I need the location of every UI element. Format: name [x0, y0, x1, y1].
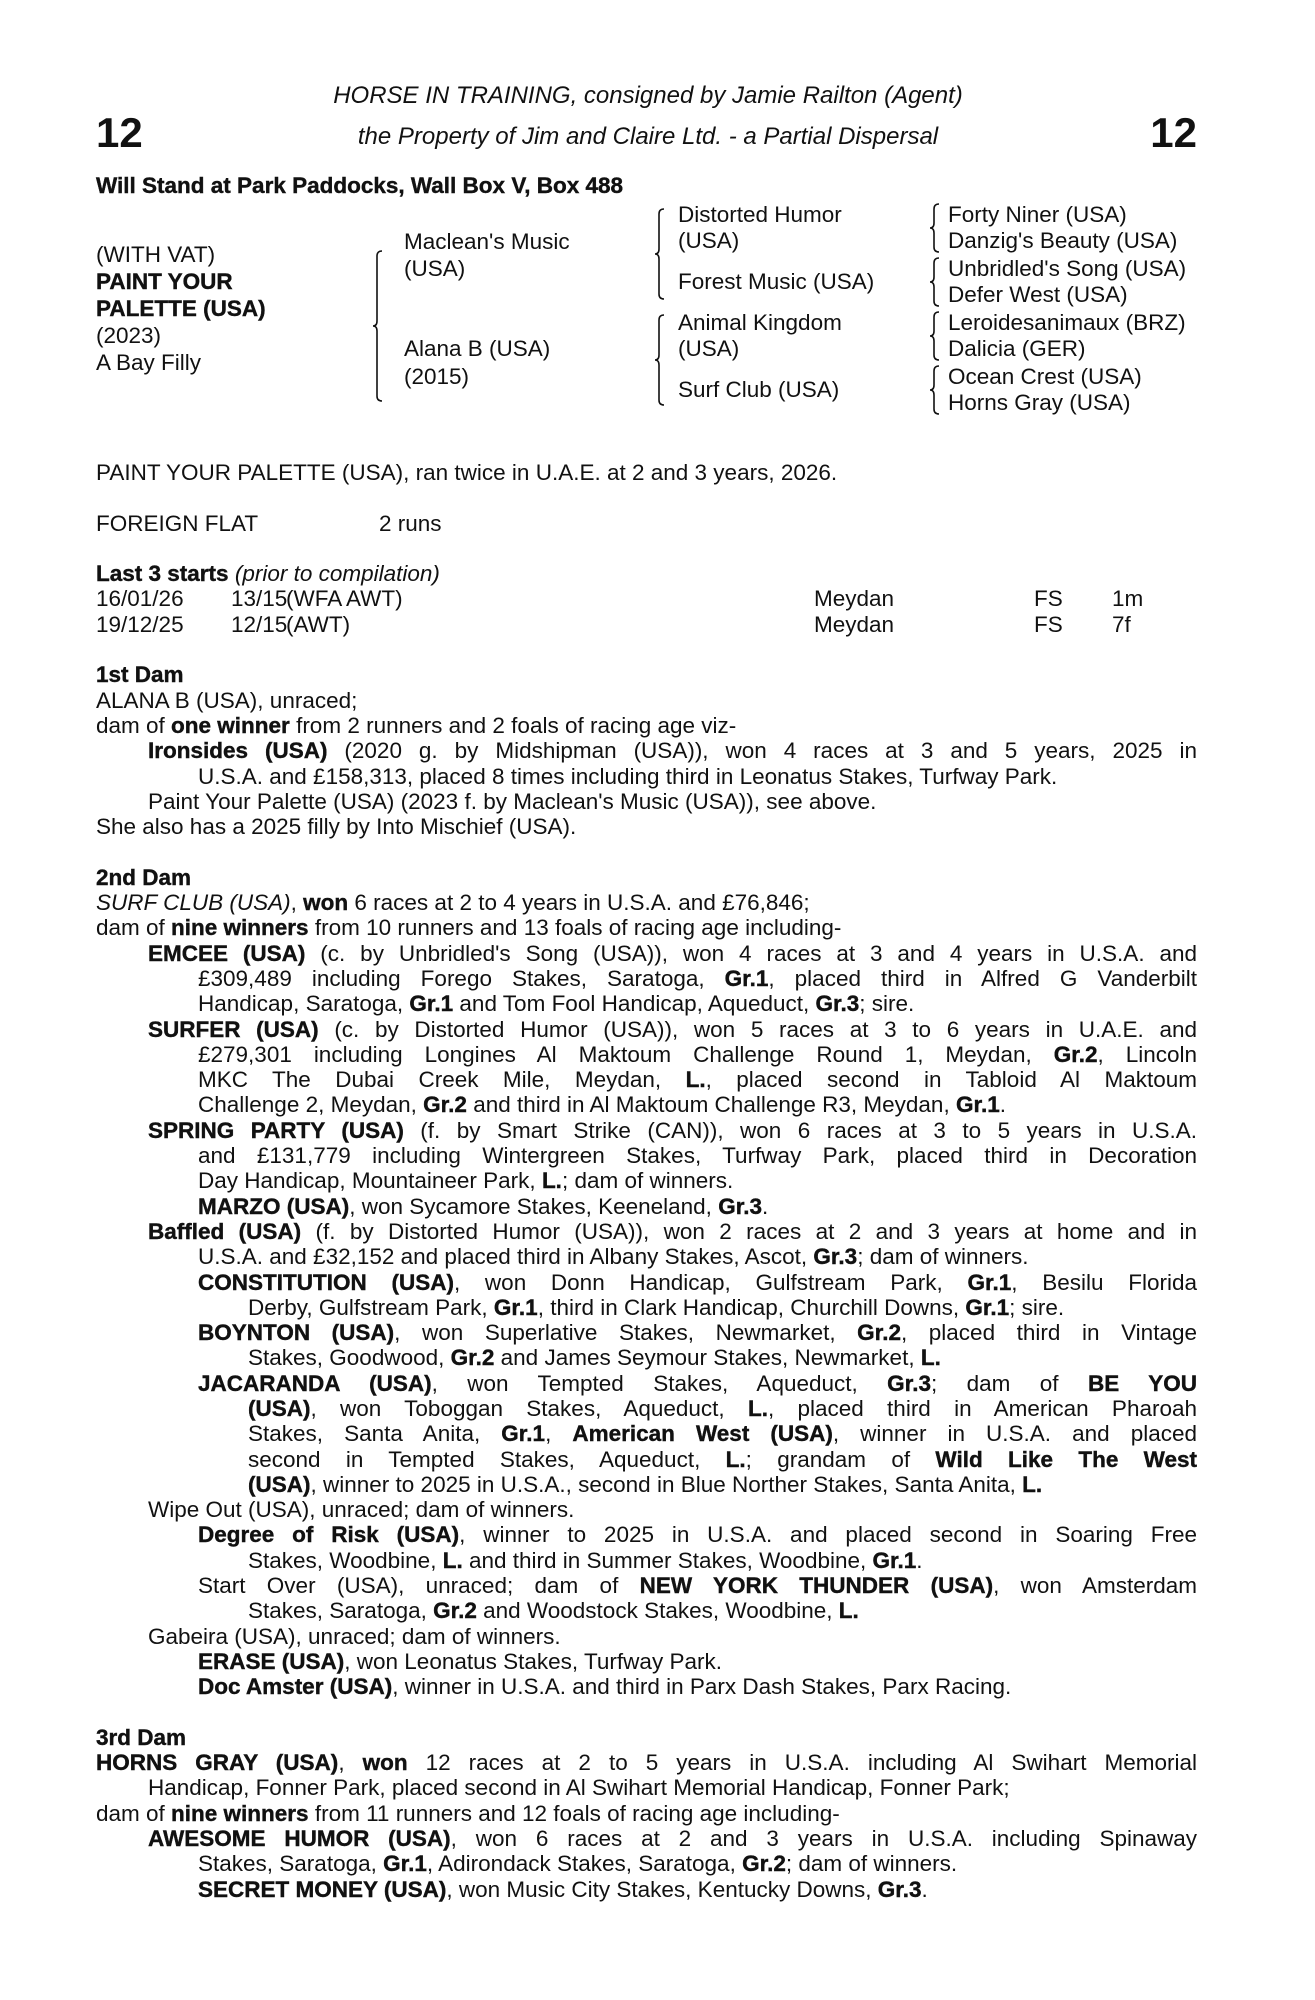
horse-description: A Bay Filly — [96, 350, 202, 375]
paternal-grandsire: Distorted Humor — [678, 202, 842, 227]
text-run: , won Donn Handicap, Gulfstream Park, — [453, 1269, 968, 1295]
great-grandparent: Forty Niner (USA) — [948, 202, 1127, 227]
bold-text: American West (USA) — [572, 1421, 833, 1447]
start-going: FS — [1034, 611, 1063, 637]
text-run: Stakes, Goodwood, — [248, 1345, 451, 1371]
great-grandparent: Leroidesanimaux (BRZ) — [948, 310, 1186, 335]
text-run: (c. by Distorted Humor (USA)), won 5 races at 3 to 6 years in U.A.E. and — [318, 1016, 1197, 1042]
bold-text: L. — [838, 1598, 859, 1624]
text-line — [0, 1624, 1197, 1649]
start-race: (AWT) — [286, 611, 351, 637]
start-race: (WFA AWT) — [286, 586, 403, 612]
text-line — [0, 688, 1197, 713]
text-line — [0, 1472, 1197, 1497]
text-line — [0, 1725, 1197, 1750]
text-line — [0, 1396, 1197, 1421]
text-line — [0, 1194, 1197, 1219]
text-line — [0, 966, 1197, 991]
paternal-grandsire: (USA) — [678, 228, 740, 253]
text-run: . — [916, 1547, 923, 1573]
text-line — [0, 1168, 1197, 1193]
text-line — [0, 1649, 1197, 1674]
bold-text: L. — [685, 1067, 706, 1093]
text-run: and £131,779 including Wintergreen Stakes, Turfway Park, placed third in Decoration — [198, 1143, 1197, 1169]
text-run: SURF CLUB (USA) — [96, 890, 291, 916]
text-line — [0, 941, 1197, 966]
bold-text: Gr.2 — [1053, 1041, 1098, 1067]
bold-text: Gr.1 — [967, 1269, 1012, 1295]
bold-text: won — [362, 1750, 408, 1776]
property-line: the Property of Jim and Claire Ltd. - a Partial Dispersal — [357, 123, 939, 150]
bold-text: MARZO (USA) — [198, 1193, 350, 1219]
text-run: U.S.A. and £32,152 and placed third in Albany Stakes, Ascot, — [198, 1244, 814, 1270]
bold-text: Gr.1 — [409, 991, 454, 1017]
brace-icon — [372, 250, 384, 402]
bold-text: Degree of Risk (USA) — [198, 1522, 460, 1548]
text-run: , placed second in Tabloid Al Maktoum — [705, 1067, 1197, 1093]
last-starts-note: (prior to compilation) — [234, 561, 440, 587]
text-run: dam of — [96, 712, 172, 738]
record-value: 2 runs — [379, 510, 442, 536]
bold-text: Gr.1 — [383, 1851, 427, 1877]
text-run: , won Music City Stakes, Kentucky Downs, — [446, 1876, 878, 1902]
text-run: , won Toboggan Stakes, Aqueduct, — [310, 1395, 748, 1421]
text-line — [0, 1447, 1197, 1472]
text-line — [0, 1295, 1197, 1320]
text-run: ; sire. — [1009, 1294, 1065, 1320]
bold-text: Baffled (USA) — [148, 1218, 302, 1244]
text-run: , won Tempted Stakes, Aqueduct, — [431, 1370, 888, 1396]
text-run: . — [921, 1876, 928, 1902]
text-line — [0, 865, 1197, 890]
bold-text: Ironsides (USA) — [148, 738, 328, 764]
text-line — [0, 1877, 1197, 1902]
text-line — [0, 713, 1197, 738]
text-run: and James Seymour Stakes, Newmarket, — [494, 1345, 921, 1371]
bold-text: (USA) — [248, 1395, 311, 1421]
bold-text: nine winners — [171, 915, 309, 941]
text-line — [0, 1801, 1197, 1826]
brace-icon — [929, 365, 941, 415]
text-line — [0, 1320, 1197, 1345]
foaling-year: (2023) — [96, 323, 162, 348]
text-run: , placed third in American Pharoah — [767, 1395, 1198, 1421]
text-run: Paint Your Palette (USA) (2023 f. by Maclean's Music (USA)), see above. — [148, 788, 877, 814]
bold-text: Gr.2 — [433, 1598, 477, 1624]
text-run: ; dam of winners. — [561, 1168, 734, 1194]
brace-icon — [929, 311, 941, 361]
start-position: 12/15 — [231, 611, 288, 637]
text-run: , won Amsterdam — [993, 1573, 1197, 1599]
bold-text: L. — [1022, 1471, 1043, 1497]
text-run: Challenge 2, Meydan, — [198, 1092, 424, 1118]
maternal-grandsire: (USA) — [678, 336, 740, 361]
bold-text: Gr.3 — [877, 1876, 922, 1902]
text-line — [0, 1345, 1197, 1370]
text-line — [0, 789, 1197, 814]
text-run: , won Sycamore Stakes, Keeneland, — [349, 1193, 719, 1219]
text-run: , winner to 2025 in U.S.A. and placed second in Soaring Free — [459, 1522, 1198, 1548]
paternal-granddam: Forest Music (USA) — [678, 269, 875, 294]
text-run: She also has a 2025 filly by Into Mischief (USA). — [96, 814, 577, 840]
start-date: 19/12/25 — [96, 611, 184, 637]
start-date: 16/01/26 — [96, 586, 184, 612]
text-line — [0, 1067, 1197, 1092]
text-run: , — [545, 1421, 573, 1447]
great-grandparent: Danzig's Beauty (USA) — [948, 228, 1178, 253]
vat-status: (WITH VAT) — [96, 242, 216, 267]
great-grandparent: Dalicia (GER) — [948, 336, 1086, 361]
text-line — [0, 1143, 1197, 1168]
text-run: Handicap, Saratoga, — [198, 991, 410, 1017]
bold-text: (USA) — [248, 1471, 311, 1497]
bold-text: Gr.3 — [887, 1370, 931, 1396]
text-run: Gabeira (USA), unraced; dam of winners. — [148, 1623, 561, 1649]
bold-text: SECRET MONEY (USA) — [198, 1876, 447, 1902]
text-run: from 11 runners and 12 foals of racing age including- — [308, 1800, 840, 1826]
text-run: and third in Summer Stakes, Woodbine, — [462, 1547, 873, 1573]
text-run: , — [338, 1750, 363, 1776]
bold-text: Gr.1 — [955, 1092, 1000, 1118]
bold-text: L. — [747, 1395, 768, 1421]
bold-text: 3rd Dam — [96, 1724, 187, 1750]
text-line — [0, 915, 1197, 940]
text-line — [0, 662, 1197, 687]
brace-icon — [929, 257, 941, 307]
horse-name: PAINT YOUR — [96, 269, 233, 294]
bold-text: AWESOME HUMOR (USA) — [148, 1826, 451, 1852]
text-run: dam of — [96, 1800, 172, 1826]
text-line — [0, 1497, 1197, 1522]
text-run: , winner in U.S.A. and placed — [832, 1421, 1197, 1447]
bold-text: nine winners — [171, 1800, 309, 1826]
text-line — [0, 1826, 1197, 1851]
bold-text: Gr.2 — [450, 1345, 495, 1371]
text-run: ; grandam of — [745, 1446, 936, 1472]
text-line — [0, 1270, 1197, 1295]
text-line — [0, 764, 1197, 789]
text-run: , — [290, 890, 304, 916]
start-row — [0, 586, 1197, 611]
bold-text: Gr.2 — [423, 1092, 467, 1118]
text-line — [0, 1573, 1197, 1598]
sire: Maclean's Music — [404, 229, 570, 254]
text-line — [0, 1750, 1197, 1775]
bold-text: Gr.3 — [815, 991, 860, 1017]
great-grandparent: Horns Gray (USA) — [948, 390, 1131, 415]
great-grandparent: Defer West (USA) — [948, 282, 1128, 307]
bold-text: ERASE (USA) — [198, 1648, 345, 1674]
dam: (2015) — [404, 364, 470, 389]
text-line — [0, 1851, 1197, 1876]
bold-text: Gr.1 — [493, 1294, 538, 1320]
brace-icon — [654, 208, 666, 300]
text-run: ; dam of winners. — [785, 1851, 958, 1877]
last-starts-heading — [0, 561, 1197, 586]
dam: Alana B (USA) — [404, 336, 551, 361]
start-course: Meydan — [814, 611, 895, 637]
start-row — [0, 612, 1197, 637]
text-run: Start Over (USA), unraced; dam of — [198, 1573, 640, 1599]
text-line — [0, 890, 1197, 915]
bold-text: SURFER (USA) — [148, 1016, 319, 1042]
race-record — [0, 511, 1197, 536]
text-line — [0, 1674, 1197, 1699]
bold-text: Wild Like The West — [935, 1446, 1197, 1472]
text-run: ALANA B (USA), unraced; — [96, 687, 358, 713]
bold-text: Gr.1 — [724, 965, 769, 991]
text-run: Wipe Out (USA), unraced; dam of winners. — [148, 1497, 575, 1523]
text-run: Stakes, Santa Anita, — [248, 1421, 502, 1447]
bold-text: 1st Dam — [96, 662, 184, 688]
catalogue-body — [0, 460, 1315, 1902]
bold-text: CONSTITUTION (USA) — [198, 1269, 454, 1295]
lot-number-left: 12 — [96, 109, 143, 156]
text-run: and Tom Fool Handicap, Aqueduct, — [453, 991, 816, 1017]
text-run: Stakes, Woodbine, — [248, 1547, 443, 1573]
text-run: (c. by Unbridled's Song (USA)), won 4 races at 3 and 4 years in U.S.A. and — [305, 940, 1197, 966]
text-run: (2020 g. by Midshipman (USA)), won 4 races at 3 and 5 years, 2025 in — [327, 738, 1197, 764]
bold-text: Gr.1 — [965, 1294, 1010, 1320]
text-run: £279,301 including Longines Al Maktoum Challenge Round 1, Meydan, — [198, 1041, 1054, 1067]
text-line — [0, 738, 1197, 763]
record-label: FOREIGN FLAT — [96, 510, 259, 536]
text-run: , winner to 2025 in U.S.A., second in Blue Norther Stakes, Santa Anita, — [310, 1471, 1023, 1497]
text-run: second in Tempted Stakes, Aqueduct, — [248, 1446, 726, 1472]
bold-text: Gr.3 — [813, 1244, 858, 1270]
text-run: Handicap, Fonner Park, placed second in Al Swihart Memorial Handicap, Fonner Park; — [148, 1775, 1010, 1801]
sire: (USA) — [404, 256, 466, 281]
bold-text: one winner — [171, 712, 290, 738]
bold-text: won — [303, 890, 349, 916]
bold-text: HORNS GRAY (USA) — [96, 1750, 339, 1776]
text-run: , won 6 races at 2 and 3 years in U.S.A. including Spinaway — [450, 1826, 1198, 1852]
text-run: MKC The Dubai Creek Mile, Meydan, — [198, 1067, 686, 1093]
text-run: , won Leonatus Stakes, Turfway Park. — [344, 1648, 722, 1674]
start-distance: 7f — [1112, 611, 1131, 637]
text-run: U.S.A. and £158,313, placed 8 times including third in Leonatus Stakes, Turfway Park. — [198, 763, 1058, 789]
text-run: ; sire. — [859, 991, 915, 1017]
text-run: Stakes, Saratoga, — [248, 1598, 434, 1624]
bold-text: L. — [541, 1168, 562, 1194]
start-course: Meydan — [814, 586, 895, 612]
bold-text: SPRING PARTY (USA) — [148, 1117, 404, 1143]
bold-text: Doc Amster (USA) — [198, 1674, 393, 1700]
brace-icon — [654, 314, 666, 406]
text-run: ; dam of — [930, 1370, 1088, 1396]
bold-text: L. — [725, 1446, 746, 1472]
text-run: . — [761, 1193, 769, 1219]
text-run: and Woodstock Stakes, Woodbine, — [476, 1598, 839, 1624]
start-position: 13/15 — [231, 586, 288, 612]
text-run: Day Handicap, Mountaineer Park, — [198, 1168, 542, 1194]
brace-icon — [929, 203, 941, 253]
horse-name: PALETTE (USA) — [96, 296, 266, 321]
text-line — [0, 1421, 1197, 1446]
text-run: , placed third in Vintage — [900, 1320, 1197, 1346]
text-run: dam of — [96, 915, 172, 941]
text-line — [0, 1042, 1197, 1067]
text-run: ; dam of winners. — [857, 1244, 1029, 1270]
text-run: Derby, Gulfstream Park, — [248, 1294, 494, 1320]
text-line — [0, 1371, 1197, 1396]
text-run: Stakes, Saratoga, — [198, 1851, 384, 1877]
text-line — [0, 1219, 1197, 1244]
text-run: , Lincoln — [1097, 1041, 1197, 1067]
text-run: , third in Clark Handicap, Churchill Downs, — [537, 1294, 966, 1320]
text-line — [0, 1092, 1197, 1117]
text-run: from 2 runners and 2 foals of racing age viz- — [289, 712, 737, 738]
last-starts-title: Last 3 starts — [96, 561, 229, 587]
great-grandparent: Unbridled's Song (USA) — [948, 256, 1187, 281]
bold-text: BOYNTON (USA) — [198, 1320, 395, 1346]
text-run: £309,489 including Forego Stakes, Saratoga, — [198, 965, 725, 991]
maternal-grandsire: Animal Kingdom — [678, 310, 842, 335]
text-run: , placed third in Alfred G Vanderbilt — [768, 965, 1197, 991]
start-distance: 1m — [1112, 586, 1144, 612]
start-going: FS — [1034, 586, 1063, 612]
text-line — [0, 1244, 1197, 1269]
race-summary: PAINT YOUR PALETTE (USA), ran twice in U.A.E. at 2 and 3 years, 2026. — [96, 460, 838, 485]
great-grandparent: Ocean Crest (USA) — [948, 364, 1142, 389]
text-run: , Besilu Florida — [1011, 1269, 1198, 1295]
lot-number-right: 12 — [1150, 109, 1197, 156]
text-run: , winner in U.S.A. and third in Parx Dash Stakes, Parx Racing. — [392, 1674, 1012, 1700]
text-run: and third in Al Maktoum Challenge R3, Meydan, — [466, 1092, 956, 1118]
text-run: from 10 runners and 13 foals of racing age including- — [308, 915, 842, 941]
text-line — [0, 1522, 1197, 1547]
text-line — [0, 991, 1197, 1016]
bold-text: NEW YORK THUNDER (USA) — [639, 1573, 994, 1599]
text-line — [0, 1775, 1197, 1800]
text-run: 12 races at 2 to 5 years in U.S.A. including Al Swihart Memorial — [407, 1750, 1197, 1776]
bold-text: EMCEE (USA) — [148, 940, 306, 966]
maternal-granddam: Surf Club (USA) — [678, 377, 840, 402]
text-run: , won Superlative Stakes, Newmarket, — [394, 1320, 858, 1346]
text-line — [0, 1017, 1197, 1042]
bold-text: L. — [920, 1345, 941, 1371]
bold-text: Gr.1 — [872, 1547, 917, 1573]
text-line — [0, 1598, 1197, 1623]
text-run: (f. by Smart Strike (CAN)), won 6 races at 3 to 5 years in U.S.A. — [403, 1117, 1198, 1143]
text-line — [0, 1548, 1197, 1573]
bold-text: L. — [442, 1547, 463, 1573]
bold-text: 2nd Dam — [96, 864, 192, 890]
text-line — [0, 1118, 1197, 1143]
stabling-location: Will Stand at Park Paddocks, Wall Box V, Box 488 — [96, 173, 624, 198]
text-run: 6 races at 2 to 4 years in U.S.A. and £76,846; — [348, 890, 810, 916]
bold-text: Gr.1 — [501, 1421, 546, 1447]
bold-text: BE YOU — [1087, 1370, 1198, 1396]
consignor-line: HORSE IN TRAINING, consigned by Jamie Railton (Agent) — [333, 82, 963, 109]
bold-text: Gr.2 — [742, 1851, 786, 1877]
text-run: , Adirondack Stakes, Saratoga, — [426, 1851, 743, 1877]
bold-text: Gr.3 — [718, 1193, 762, 1219]
text-line — [0, 814, 1197, 839]
text-run: (f. by Distorted Humor (USA)), won 2 races at 2 and 3 years at home and in — [301, 1218, 1198, 1244]
text-run: . — [999, 1092, 1006, 1118]
bold-text: JACARANDA (USA) — [198, 1370, 432, 1396]
bold-text: Gr.2 — [857, 1320, 901, 1346]
